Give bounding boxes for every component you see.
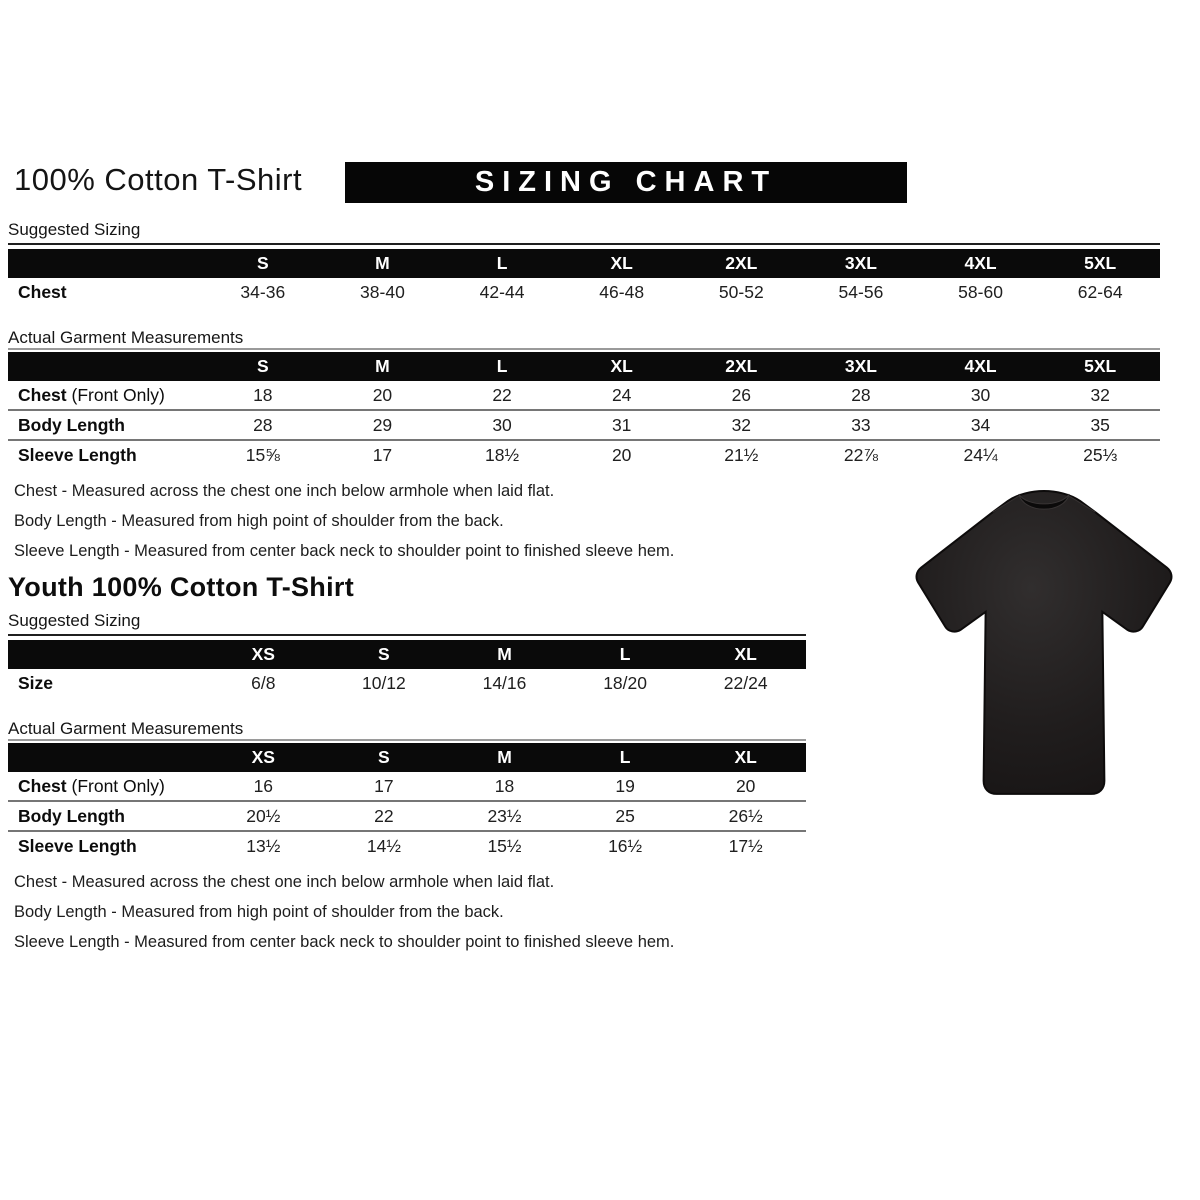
table-row (8, 669, 806, 697)
size-column-header: L (619, 644, 631, 664)
note-line: Body Length - Measured from high point of shoulder from the back. (14, 903, 504, 921)
measurement-cell: 28 (851, 384, 871, 405)
size-column-header: S (378, 747, 390, 767)
table-row (8, 278, 1160, 306)
size-column-header: XL (734, 644, 757, 664)
size-column-header: 4XL (964, 356, 997, 376)
measurement-cell: 17½ (728, 835, 763, 856)
measurement-cell: 46-48 (599, 281, 645, 302)
divider-line (8, 348, 1160, 350)
measurement-cell: 20 (372, 384, 393, 405)
note-line: Chest - Measured across the chest one inch below armhole when laid flat. (14, 873, 555, 891)
adult-actual-measurements-label: Actual Garment Measurements (8, 328, 244, 347)
measurement-cell: 34 (970, 414, 991, 435)
measurement-cell: 35 (1090, 414, 1110, 435)
measurement-cell: 15½ (487, 835, 522, 856)
size-column-header: 3XL (844, 253, 877, 273)
note-line: Sleeve Length - Measured from center back neck to shoulder point to finished sleeve hem. (14, 933, 675, 951)
note-line: Chest - Measured across the chest one inch below armhole when laid flat. (14, 482, 555, 500)
size-column-header: XS (251, 644, 275, 664)
measurement-cell: 30 (970, 384, 991, 405)
measurement-cell: 24 (611, 384, 632, 405)
measurement-cell: 10/12 (361, 672, 406, 693)
adult-suggested-sizing-table (8, 249, 1160, 306)
note-line: Sleeve Length - Measured from center back neck to shoulder point to finished sleeve hem. (14, 542, 675, 560)
adult-actual-measurements-table (8, 348, 1160, 469)
measurement-cell: 20 (735, 775, 756, 796)
measurement-cell: 19 (615, 775, 635, 796)
measurement-cell: 28 (253, 414, 273, 435)
measurement-cell: 32 (731, 414, 752, 435)
row-label (8, 415, 203, 436)
youth-suggested-sizing-table (8, 640, 806, 697)
measurement-cell: 14½ (366, 835, 401, 856)
measurement-cell: 34-36 (240, 281, 286, 302)
row-label-text: Chest (18, 281, 67, 302)
row-label-suffix: (Front Only) (66, 384, 165, 405)
table-row (8, 800, 806, 830)
measurement-cell: 50-52 (718, 281, 764, 302)
row-label (8, 806, 203, 827)
measurement-cell: 13½ (246, 835, 281, 856)
size-column-header: L (496, 356, 508, 376)
measurement-cell: 42-44 (479, 281, 525, 302)
measurement-cell: 18½ (485, 444, 520, 465)
table-header-row (8, 249, 1160, 278)
measurement-cell: 58-60 (958, 281, 1003, 302)
row-label-text: Chest (18, 775, 67, 796)
row-label-text: Chest (18, 384, 67, 405)
size-column-header: M (497, 747, 512, 767)
youth-measurement-notes (8, 873, 1194, 952)
measurement-cell: 62-64 (1077, 281, 1123, 302)
youth-suggested-sizing-label: Suggested Sizing (8, 611, 141, 630)
measurement-cell: 25 (615, 805, 635, 826)
measurement-cell: 26 (731, 384, 752, 405)
table-header-row (8, 743, 806, 772)
page-header (8, 160, 1194, 212)
table-header-row (8, 640, 806, 669)
size-column-header: 5XL (1084, 356, 1117, 376)
size-column-header: 2XL (725, 253, 758, 273)
row-label (8, 445, 203, 466)
row-label-text: Size (18, 672, 54, 693)
measurement-cell: 30 (492, 414, 512, 435)
table-row (8, 381, 1160, 409)
measurement-cell: 24¼ (963, 444, 998, 465)
measurement-cell: 33 (851, 414, 871, 435)
measurement-cell: 38-40 (360, 281, 405, 302)
measurement-cell: 20½ (246, 805, 281, 826)
row-label-text: Body Length (18, 414, 125, 435)
size-column-header: L (496, 253, 508, 273)
size-column-header: L (619, 747, 631, 767)
size-column-header: S (256, 356, 269, 376)
measurement-cell: 18 (494, 775, 515, 796)
tshirt-body (917, 491, 1172, 794)
row-label-text: Body Length (18, 805, 125, 826)
table-row (8, 439, 1160, 469)
measurement-cell: 22 (374, 805, 394, 826)
measurement-cell: 21½ (724, 444, 759, 465)
table-row (8, 772, 806, 800)
measurement-cell: 22/24 (723, 672, 768, 693)
measurement-cell: 6/8 (251, 672, 276, 693)
measurement-cell: 26½ (728, 805, 763, 826)
size-column-header: XL (610, 356, 633, 376)
measurement-cell: 17 (372, 444, 393, 465)
divider-line (8, 634, 806, 636)
measurement-cell: 20 (611, 444, 632, 465)
youth-section-title: Youth 100% Cotton T-Shirt (8, 572, 354, 602)
measurement-cell: 22⅞ (843, 444, 878, 465)
size-column-header: S (256, 253, 269, 273)
measurement-cell: 22 (492, 384, 512, 405)
row-label (8, 385, 203, 406)
row-label-text: Sleeve Length (18, 444, 137, 465)
row-label (8, 673, 203, 694)
measurement-cell: 29 (372, 414, 393, 435)
table-row (8, 830, 806, 860)
measurement-cell: 16 (253, 775, 274, 796)
row-label-suffix: (Front Only) (66, 775, 165, 796)
size-column-header: M (375, 356, 390, 376)
size-column-header: XL (610, 253, 633, 273)
sizing-chart-banner: SIZING CHART (345, 162, 907, 203)
row-label-text: Sleeve Length (18, 835, 137, 856)
youth-actual-measurements-table (8, 739, 806, 860)
measurement-cell: 17 (374, 775, 394, 796)
row-label (8, 776, 203, 797)
table-header-row (8, 352, 1160, 381)
measurement-cell: 25⅓ (1083, 444, 1118, 465)
size-column-header: 4XL (964, 253, 997, 273)
row-label (8, 836, 203, 857)
measurement-cell: 32 (1090, 384, 1110, 405)
size-column-header: 5XL (1084, 253, 1117, 273)
size-column-header: 2XL (725, 356, 758, 376)
size-column-header: 3XL (844, 356, 877, 376)
size-column-header: M (375, 253, 390, 273)
measurement-cell: 18/20 (603, 672, 647, 693)
divider-line (8, 243, 1160, 245)
measurement-cell: 14/16 (482, 672, 527, 693)
measurement-cell: 23½ (487, 805, 522, 826)
note-line: Body Length - Measured from high point of shoulder from the back. (14, 512, 504, 530)
adult-section-title: 100% Cotton T-Shirt (14, 162, 303, 197)
measurement-cell: 18 (253, 384, 273, 405)
row-label (8, 282, 203, 303)
measurement-cell: 16½ (608, 835, 643, 856)
size-column-header: S (378, 644, 390, 664)
youth-actual-measurements-label: Actual Garment Measurements (8, 719, 244, 738)
size-column-header: XS (251, 747, 275, 767)
measurement-cell: 54-56 (838, 281, 884, 302)
measurement-cell: 31 (611, 414, 632, 435)
black-tshirt-image (897, 483, 1191, 807)
measurement-cell: 15⅝ (245, 444, 280, 465)
size-column-header: M (497, 644, 512, 664)
table-row (8, 409, 1160, 439)
adult-suggested-sizing-label: Suggested Sizing (8, 220, 141, 239)
size-column-header: XL (734, 747, 757, 767)
divider-line (8, 739, 806, 741)
